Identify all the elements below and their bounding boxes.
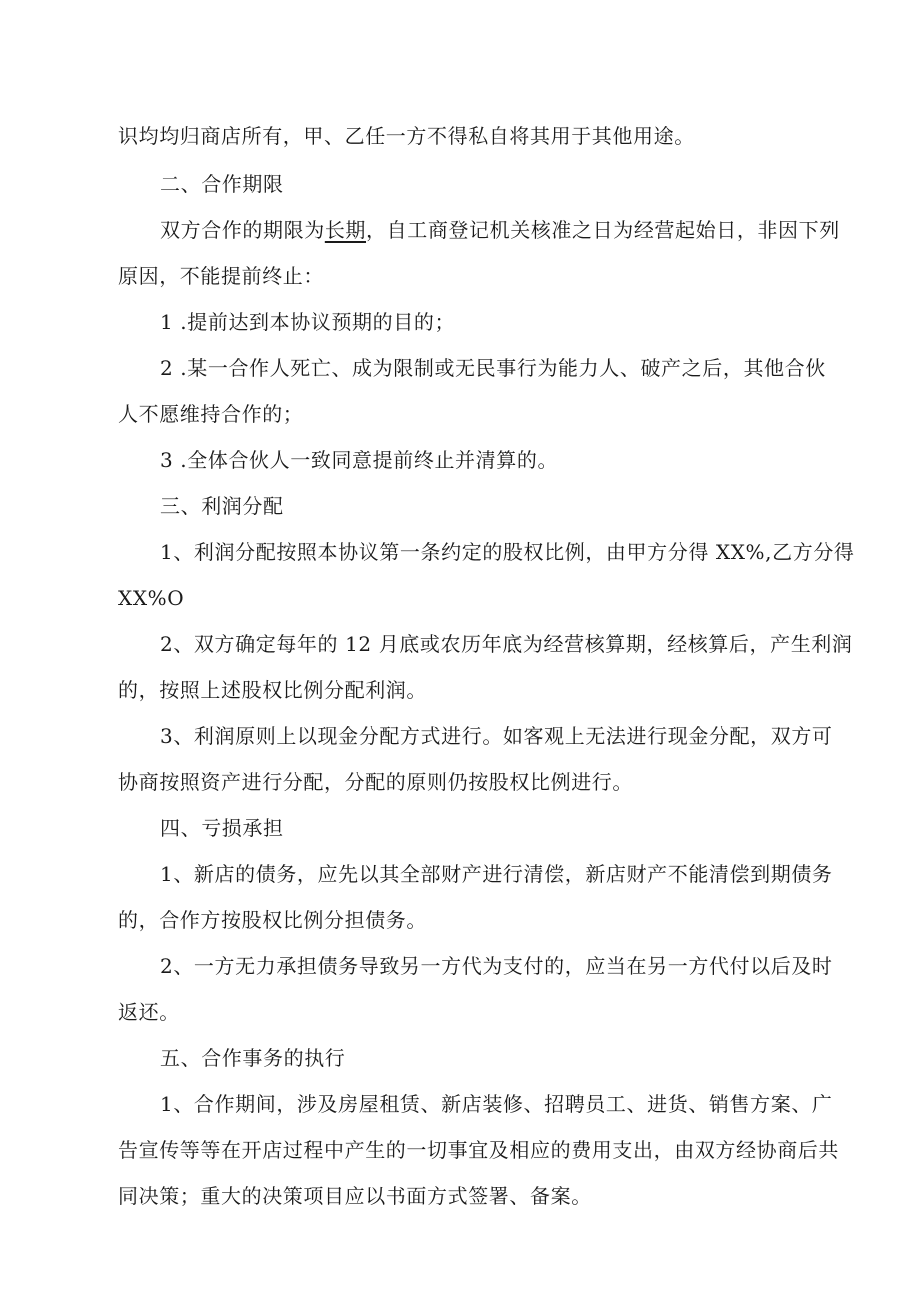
section3-p3-line1: 3、利润原则上以现金分配方式进行。如客观上无法进行现金分配，双方可 — [160, 724, 833, 748]
section2-para-post: ，自工商登记机关核准之日为经营起始日，非因下列 — [366, 218, 840, 242]
section4-p2-line1: 2、一方无力承担债务导致另一方代为支付的，应当在另一方代付以后及时 — [160, 954, 833, 978]
section3-p1-line2: XX%O — [118, 586, 185, 610]
section5-p1-line3: 同决策；重大的决策项目应以书面方式签署、备案。 — [118, 1184, 592, 1208]
section2-paragraph-line1 — [160, 216, 860, 244]
section2-heading: 二、合作期限 — [160, 172, 284, 196]
section3-heading: 三、利润分配 — [160, 494, 284, 518]
section3-p2-line2: 的，按照上述股权比例分配利润。 — [118, 678, 427, 702]
section2-item2-line1: 2 .某一合作人死亡、成为限制或无民事行为能力人、破产之后，其他合伙 — [160, 356, 826, 380]
section2-item1: 1 .提前达到本协议预期的目的； — [160, 310, 456, 334]
section4-heading: 四、亏损承担 — [160, 816, 284, 840]
section4-p1-line2: 的，合作方按股权比例分担债务。 — [118, 908, 427, 932]
section4-p1-line1: 1、新店的债务，应先以其全部财产进行清偿，新店财产不能清偿到期债务 — [160, 862, 833, 886]
section5-heading: 五、合作事务的执行 — [160, 1046, 346, 1070]
section3-p1-line1: 1、利润分配按照本协议第一条约定的股权比例，由甲方分得 XX%,乙方分得 — [160, 540, 855, 564]
section5-p1-line2: 告宣传等等在开店过程中产生的一切事宜及相应的费用支出，由双方经协商后共 — [118, 1138, 839, 1162]
section2-paragraph-line2: 原因，不能提前终止： — [118, 264, 324, 288]
section3-p3-line2: 协商按照资产进行分配，分配的原则仍按股权比例进行。 — [118, 770, 633, 794]
section2-para-pre: 双方合作的期限为 — [160, 218, 325, 242]
section2-item2-line2: 人不愿维持合作的； — [118, 402, 304, 426]
section5-p1-line1: 1、合作期间，涉及房屋租赁、新店装修、招聘员工、进货、销售方案、广 — [160, 1092, 833, 1116]
section2-item3: 3 .全体合伙人一致同意提前终止并清算的。 — [160, 448, 559, 472]
section2-term-underlined: 长期 — [324, 218, 367, 242]
section3-p2-line1: 2、双方确定每年的 12 月底或农历年底为经营核算期，经核算后，产生利润 — [160, 632, 853, 656]
section1-tail-text: 识均均归商店所有，甲、乙任一方不得私自将其用于其他用途。 — [118, 124, 695, 148]
section4-p2-line2: 返还。 — [118, 1000, 180, 1024]
